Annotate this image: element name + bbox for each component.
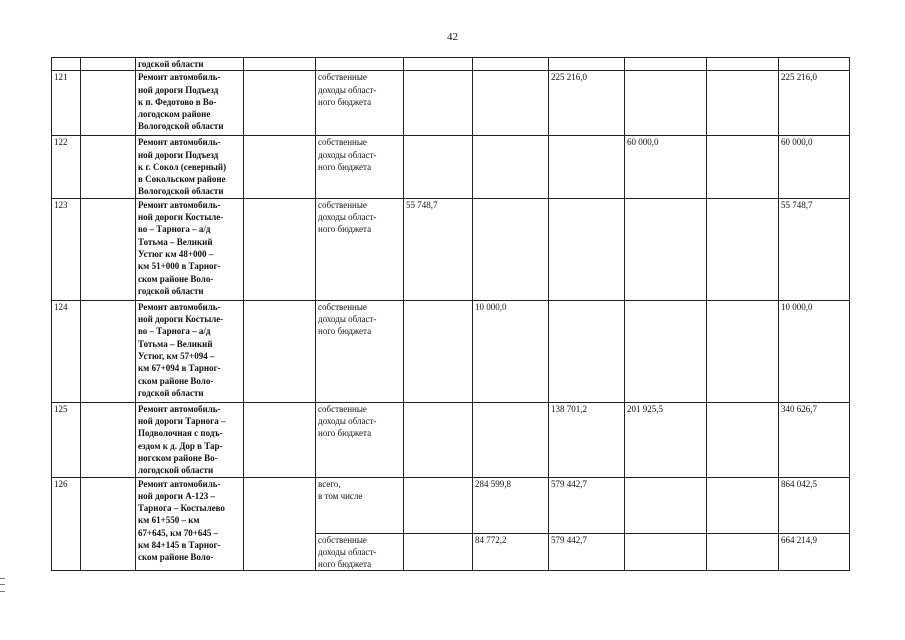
funding-source-cell [316, 71, 404, 136]
name-line: км 67+094 в Тарног- [138, 363, 221, 374]
blank-cell [244, 58, 316, 71]
source-line: собственные [318, 403, 367, 414]
value-cell-total [779, 58, 850, 71]
value-cell-2023 [473, 402, 549, 477]
num-cell [52, 58, 81, 71]
source-line: в том числе [318, 490, 363, 501]
value-cell-2022 [404, 477, 473, 533]
name-line: ездом к д. Дор в Тар- [138, 440, 223, 451]
table-row [52, 402, 850, 477]
value-cell-2024 [549, 136, 625, 198]
name-line: годской области [138, 59, 204, 69]
name-line: ной дороги Подъезд [138, 149, 219, 160]
table-row [52, 136, 850, 198]
value-cell-2023: 84 772,2 [473, 533, 549, 571]
project-name-cell [136, 402, 244, 477]
source-line: доходы област- [318, 212, 377, 223]
source-line: доходы област- [318, 416, 377, 427]
value-cell-total: 55 748,7 [779, 198, 850, 300]
name-line: Ремонт автомобиль- [138, 478, 221, 489]
blank-cell [244, 477, 316, 571]
name-line: Подволочная с подъ- [138, 428, 223, 439]
value-cell-2023: 284 599,8 [473, 477, 549, 533]
value-cell-2023 [473, 58, 549, 71]
funding-source-cell [316, 477, 404, 533]
project-name-cell [136, 136, 244, 198]
blank-cell [81, 402, 136, 477]
name-line: ногском районе Во- [138, 452, 218, 463]
name-line: ском районе Воло- [138, 552, 214, 563]
source-line: собственные [318, 72, 367, 83]
source-line: ного бюджета [318, 161, 372, 172]
name-line: 67+645, км 70+645 – [138, 527, 219, 538]
name-line: во – Тарнога – а/д [138, 224, 211, 235]
name-line: в Сокольском районе [138, 174, 226, 185]
value-cell-total: 340 626,7 [779, 402, 850, 477]
name-line: км 84+145 в Тарног- [138, 540, 221, 551]
value-cell-2025 [625, 477, 707, 533]
value-cell-2022: 55 748,7 [404, 198, 473, 300]
value-cell-2025 [625, 58, 707, 71]
source-line: собственные [318, 301, 367, 312]
value-cell-2025: 60 000,0 [625, 136, 707, 198]
value-cell-total: 10 000,0 [779, 300, 850, 402]
value-cell-2025 [625, 198, 707, 300]
value-cell-2022 [404, 71, 473, 136]
name-line: Ремонт автомобиль- [138, 137, 221, 148]
name-line: Тотьма – Великий [138, 236, 213, 247]
name-line: Ремонт автомобиль- [138, 301, 221, 312]
table-row-continuation [52, 58, 850, 71]
value-cell-total: 864 042,5 [779, 477, 850, 533]
blank-cell [81, 477, 136, 571]
value-cell-total: 664 214,9 [779, 533, 850, 571]
name-line: годской области [138, 285, 204, 296]
source-line: доходы област- [318, 546, 377, 557]
blank-cell [244, 300, 316, 402]
blank-cell [81, 136, 136, 198]
row-number: 125 [52, 402, 81, 477]
project-name-cell [136, 300, 244, 402]
name-line: Ремонт автомобиль- [138, 72, 221, 83]
name-line: Вологодской области [138, 186, 224, 197]
budget-table [51, 57, 850, 571]
name-line: Тарнога – Костылево [138, 503, 225, 514]
source-line: ного бюджета [318, 224, 372, 235]
table-row [52, 198, 850, 300]
value-cell-2024: 225 216,0 [549, 71, 625, 136]
value-cell-2023 [473, 71, 549, 136]
blank-cell [244, 198, 316, 300]
name-line: Тотьма – Великий [138, 338, 213, 349]
table-row [52, 477, 850, 533]
value-cell-2024: 579 442,7 [549, 533, 625, 571]
value-cell-2022 [404, 533, 473, 571]
page-number: 42 [447, 31, 458, 43]
funding-source-cell [316, 300, 404, 402]
value-cell-2024 [549, 198, 625, 300]
name-line: ной дороги Костыле- [138, 212, 224, 223]
name-line: км 61+550 – км [138, 515, 200, 526]
source-line: доходы област- [318, 314, 377, 325]
source-line: собственные [318, 137, 367, 148]
value-cell-2024 [549, 58, 625, 71]
funding-source-cell [316, 533, 404, 571]
value-cell-2026 [707, 533, 779, 571]
project-name-cell [136, 58, 244, 71]
source-line: доходы област- [318, 84, 377, 95]
value-cell-2025 [625, 71, 707, 136]
funding-source-cell [316, 58, 404, 71]
value-cell-2025 [625, 300, 707, 402]
blank-cell [81, 58, 136, 71]
value-cell-2026 [707, 136, 779, 198]
name-line: ной дороги Тарнога – [138, 416, 226, 427]
name-line: ском районе Воло- [138, 375, 214, 386]
name-line: Устюг, км 57+094 – [138, 350, 215, 361]
value-cell-2026 [707, 477, 779, 533]
project-name-cell [136, 71, 244, 136]
blank-cell [244, 71, 316, 136]
name-line: ной дороги Подъезд [138, 84, 219, 95]
project-name-cell [136, 198, 244, 300]
value-cell-2022 [404, 136, 473, 198]
source-line: ного бюджета [318, 559, 372, 570]
name-line: Устюг км 48+000 – [138, 248, 214, 259]
row-number: 123 [52, 198, 81, 300]
source-line: ного бюджета [318, 428, 372, 439]
value-cell-2026 [707, 58, 779, 71]
scan-edge-mark [0, 578, 5, 592]
name-line: ной дороги А-123 – [138, 490, 215, 501]
name-line: к п. Федотово в Во- [138, 96, 217, 107]
name-line: Ремонт автомобиль- [138, 199, 221, 210]
value-cell-2023: 10 000,0 [473, 300, 549, 402]
name-line: во – Тарнога – а/д [138, 326, 211, 337]
source-line: доходы област- [318, 149, 377, 160]
funding-source-cell [316, 402, 404, 477]
value-cell-2022 [404, 58, 473, 71]
value-cell-2022 [404, 402, 473, 477]
source-line: ного бюджета [318, 96, 372, 107]
value-cell-2024: 138 701,2 [549, 402, 625, 477]
value-cell-2025 [625, 533, 707, 571]
name-line: Ремонт автомобиль- [138, 403, 221, 414]
source-line: собственные [318, 199, 367, 210]
funding-source-cell [316, 136, 404, 198]
source-line: собственные [318, 534, 367, 545]
row-number: 122 [52, 136, 81, 198]
value-cell-2026 [707, 71, 779, 136]
source-line: всего, [318, 478, 341, 489]
row-number: 124 [52, 300, 81, 402]
value-cell-total: 225 216,0 [779, 71, 850, 136]
value-cell-2023 [473, 136, 549, 198]
value-cell-total: 60 000,0 [779, 136, 850, 198]
blank-cell [81, 71, 136, 136]
value-cell-2023 [473, 198, 549, 300]
value-cell-2024: 579 442,7 [549, 477, 625, 533]
name-line: логодской области [138, 465, 214, 476]
source-line: ного бюджета [318, 326, 372, 337]
name-line: к г. Сокол (северный) [138, 161, 227, 172]
row-number: 126 [52, 477, 81, 571]
blank-cell [81, 198, 136, 300]
value-cell-2024 [549, 300, 625, 402]
value-cell-2026 [707, 300, 779, 402]
value-cell-2022 [404, 300, 473, 402]
name-line: ском районе Воло- [138, 273, 214, 284]
blank-cell [81, 300, 136, 402]
name-line: Вологодской области [138, 121, 224, 132]
project-name-cell [136, 477, 244, 571]
name-line: логодском районе [138, 109, 211, 120]
name-line: годской области [138, 387, 204, 398]
row-number: 121 [52, 71, 81, 136]
table-row [52, 300, 850, 402]
table-row [52, 71, 850, 136]
name-line: ной дороги Костыле- [138, 314, 224, 325]
blank-cell [244, 402, 316, 477]
blank-cell [244, 136, 316, 198]
value-cell-2025: 201 925,5 [625, 402, 707, 477]
value-cell-2026 [707, 402, 779, 477]
value-cell-2026 [707, 198, 779, 300]
name-line: км 51+000 в Тарног- [138, 261, 221, 272]
funding-source-cell [316, 198, 404, 300]
